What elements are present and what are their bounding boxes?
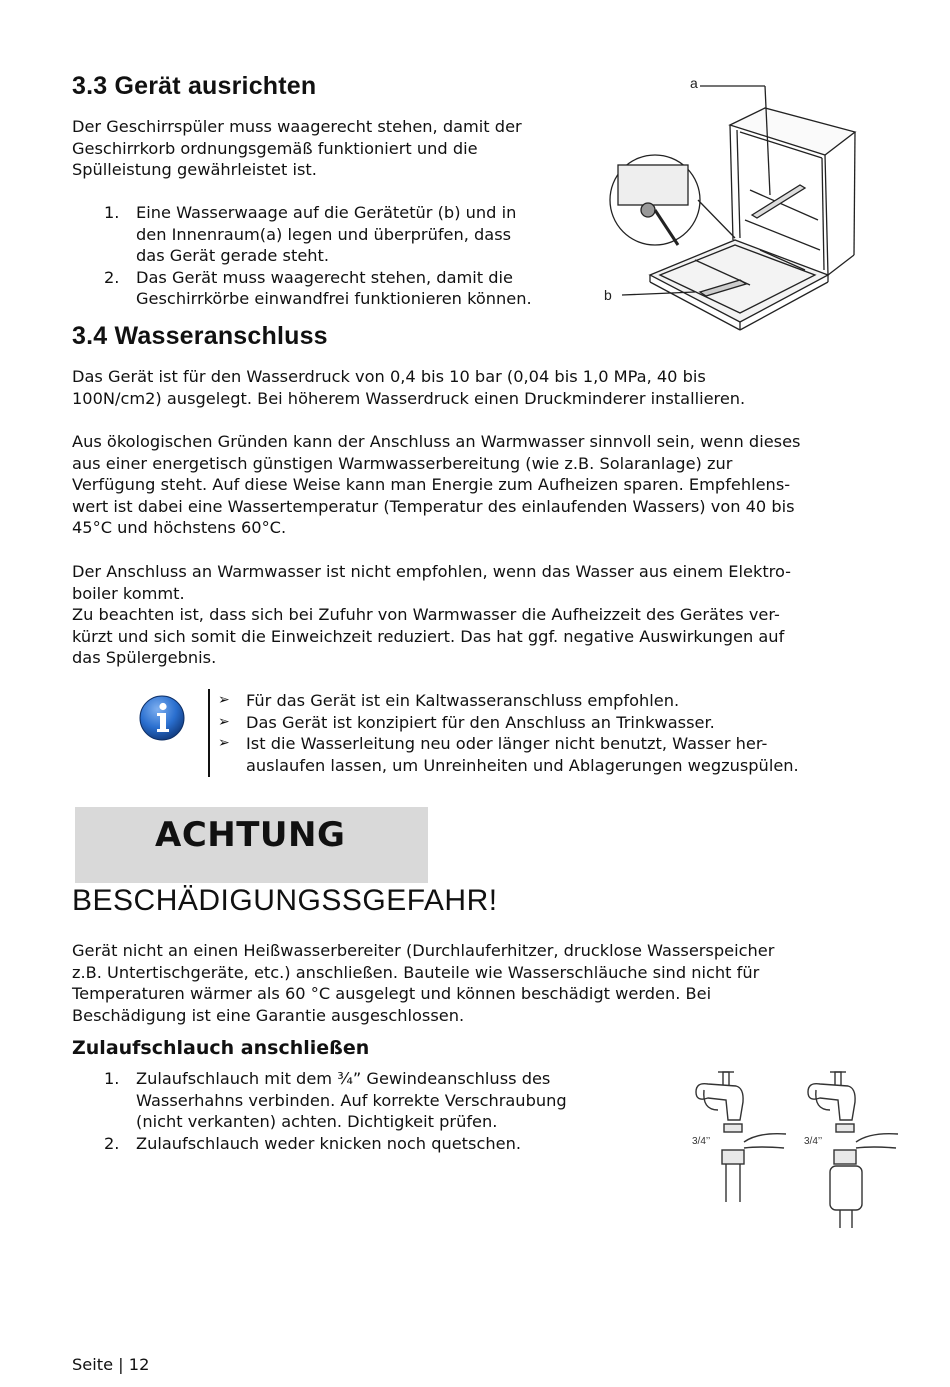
section-3-3-steps	[72, 202, 612, 310]
text-line: Das Gerät muss waagerecht stehen, damit die	[136, 267, 513, 287]
text-line: Zulaufschlauch weder knicken noch quetschen.	[136, 1133, 521, 1153]
text-line: Zulaufschlauch mit dem ¾” Gewindeanschluss des	[136, 1069, 551, 1088]
list-item	[218, 712, 898, 734]
text-line: z.B. Untertischgeräte, etc.) anschließen. Bauteile wie Wasserschläuche sind nicht für	[72, 962, 760, 982]
text-line: Der Anschluss an Warmwasser ist nicht empfohlen, wenn das Wasser aus einem Elektro-	[72, 562, 792, 581]
list-item	[218, 690, 898, 712]
text-line: kürzt und sich somit die Einweichzeit reduziert. Das hat ggf. negative Auswirkungen auf	[72, 626, 785, 646]
faucet-connection-figure	[688, 1062, 910, 1234]
hose-section-title: Zulaufschlauch anschließen	[72, 1037, 370, 1059]
text-line: Ist die Wasserleitung neu oder länger nicht benutzt, Wasser her-	[246, 734, 768, 754]
info-list	[218, 690, 898, 776]
text-line: auslaufen lassen, um Unreinheiten und Ablagerungen wegzuspülen.	[246, 755, 799, 775]
page-number: Seite | 12	[72, 1355, 150, 1374]
warning-label: ACHTUNG	[155, 815, 346, 855]
text-line: boiler kommt.	[72, 583, 185, 603]
paragraph-warm-water	[72, 431, 902, 539]
text-line: Geschirrkörbe einwandfrei funktionieren können.	[136, 289, 532, 309]
dishwasher-leveling-figure	[600, 70, 860, 345]
text-line: 100N/cm2) ausgelegt. Bei höherem Wasserdruck einen Druckminderer installieren.	[72, 388, 746, 408]
text-line: Spülleistung gewährleistet ist.	[72, 160, 317, 180]
text-line: Für das Gerät ist ein Kaltwasseranschluss empfohlen.	[246, 691, 680, 710]
section-3-3-title: 3.3 Gerät ausrichten	[72, 72, 317, 100]
arrow-bullet-icon: ➢	[218, 735, 230, 752]
text-line: Verfügung steht. Auf diese Weise kann man Energie zum Aufheizen sparen. Empfehlens-	[72, 475, 791, 495]
list-number: 1.	[104, 1069, 120, 1088]
figure-label-b: b	[604, 287, 612, 303]
text-line: wert ist dabei eine Wassertemperatur (Temperatur des einlaufenden Wassers) von 40 bis	[72, 496, 795, 516]
warning-text	[72, 940, 902, 1026]
list-number: 1.	[104, 203, 120, 222]
text-line: Gerät nicht an einen Heißwasserbereiter (Durchlauferhitzer, drucklose Wasserspeicher	[72, 941, 775, 960]
text-line: 45°C und höchstens 60°C.	[72, 518, 287, 538]
list-item	[72, 202, 612, 267]
list-item	[72, 1133, 632, 1155]
text-line: Das Gerät ist konzipiert für den Anschluss an Trinkwasser.	[246, 712, 715, 732]
text-line: Das Gerät ist für den Wasserdruck von 0,4 bis 10 bar (0,04 bis 1,0 MPa, 40 bis	[72, 367, 706, 386]
text-line: Wasserhahns verbinden. Auf korrekte Verschraubung	[136, 1090, 567, 1110]
text-line: das Spülergebnis.	[72, 648, 217, 668]
list-number: 2.	[104, 267, 120, 287]
paragraph-boiler	[72, 561, 902, 669]
arrow-bullet-icon: ➢	[218, 692, 230, 708]
arrow-bullet-icon: ➢	[218, 713, 230, 730]
warning-label-box	[75, 807, 428, 883]
text-line: aus einer energetisch günstigen Warmwasserbereitung (wie z.B. Solaranlage) zur	[72, 453, 733, 473]
info-divider	[208, 689, 210, 777]
list-item	[218, 733, 898, 776]
section-3-3-intro	[72, 116, 592, 181]
warning-headline: BESCHÄDIGUNGSSGEFAHR!	[72, 884, 498, 917]
thread-size-label-right: 3/4’’	[804, 1136, 823, 1147]
text-line: Eine Wasserwaage auf die Gerätetür (b) und in	[136, 203, 517, 222]
text-line: den Innenraum(a) legen und überprüfen, dass	[136, 224, 512, 244]
text-line: Geschirrkorb ordnungsgemäß funktioniert und die	[72, 138, 478, 158]
text-line: (nicht verkanten) achten. Dichtigkeit prüfen.	[136, 1112, 498, 1132]
list-item	[72, 267, 612, 310]
hose-steps	[72, 1068, 632, 1154]
text-line: Aus ökologischen Gründen kann der Anschluss an Warmwasser sinnvoll sein, wenn dieses	[72, 432, 801, 451]
text-line: Der Geschirrspüler muss waagerecht stehen, damit der	[72, 117, 522, 136]
paragraph-water-pressure	[72, 366, 892, 409]
text-line: Temperaturen wärmer als 60 °C ausgelegt und können beschädigt werden. Bei	[72, 984, 712, 1004]
list-number: 2.	[104, 1133, 120, 1153]
text-line: Zu beachten ist, dass sich bei Zufuhr von Warmwasser die Aufheizzeit des Gerätes ver-	[72, 605, 780, 625]
section-3-4-title: 3.4 Wasseranschluss	[72, 322, 328, 350]
text-line: Beschädigung ist eine Garantie ausgeschlossen.	[72, 1005, 465, 1025]
list-item	[72, 1068, 632, 1133]
text-line: das Gerät gerade steht.	[136, 246, 330, 266]
figure-label-a: a	[690, 75, 698, 91]
info-icon	[138, 694, 186, 742]
thread-size-label-left: 3/4’’	[692, 1136, 711, 1147]
